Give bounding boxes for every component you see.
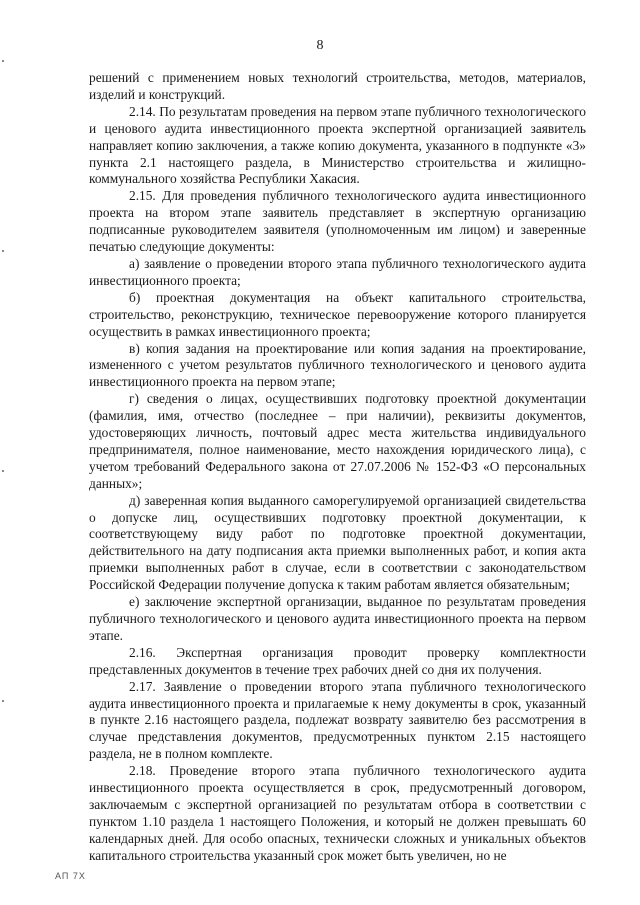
scan-speck <box>2 60 4 62</box>
list-item-d: д) заверенная копия выданного саморегулируемой организацией свидетельства о допуске лиц, осуществивших подготовку проектной документации, к соответствующему виду работ по подготовке проектной документации, действительного на дату подписания акта приемки выполненных работ, и копия акта приемки выполненных работ в случае, если в соответствии с законодательством Российской Федерации получение допуска к таким работам является обязательным; <box>89 492 586 593</box>
list-item-b: б) проектная документация на объект капитального строительства, строительство, реконструкцию, техническое перевооружение которого планируется осуществить в рамках инвестиционного проекта; <box>89 289 586 339</box>
paragraph-2-14: 2.14. По результатам проведения на первом этапе публичного технологического и ценового аудита инвестиционного проекта экспертной организацией заявитель направляет копию заключения, а также копию документа, указанного в подпункте «3» пункта 2.1 настоящего раздела, в Министерство строительства и жилищно-коммунального хозяйства Республики Хакасия. <box>89 103 586 187</box>
list-item-v: в) копия задания на проектирование или копия задания на проектирование, измененного с учетом результатов публичного технологического и ценового аудита инвестиционного проекта на первом этапе; <box>89 340 586 390</box>
scan-speck <box>2 470 4 472</box>
paragraph-2-16: 2.16. Экспертная организация проводит проверку комплектности представленных документов в течение трех рабочих дней со дня их получения. <box>89 644 586 677</box>
scan-speck <box>2 700 4 702</box>
list-item-e: е) заключение экспертной организации, выданное по результатам проведения публичного технологического и ценового аудита инвестиционного проекта на первом этапе. <box>89 594 586 643</box>
paragraph-2-17: 2.17. Заявление о проведении второго этапа публичного технологического аудита инвестиционного проекта и прилагаемые к нему документы в срок, указанный в пункте 2.16 настоящего раздела, подлежат возврату заявителю без рассмотрения в случае представления документов, предусмотренных пунктом 2.15 настоящего раздела, не в полном комплекте. <box>89 678 586 762</box>
footer-mark: АП 7Х <box>55 871 86 881</box>
paragraph-2-15: 2.15. Для проведения публичного технологического аудита инвестиционного проекта на втором этапе заявитель представляет в экспертную организацию подписанные руководителем заявителя (уполномоченным им лицом) и заверенные печатью следующие документы: <box>89 188 586 255</box>
paragraph-2-18: 2.18. Проведение второго этапа публичного технологического аудита инвестиционного проекта осуществляется в срок, предусмотренный договором, заключаемым с экспертной организацией по результатам отбора в соответствии с пунктом 1.10 раздела 1 настоящего Положения, и который не должен превышать 60 календарных дней. Для особо опасных, технически сложных и уникальных объектов капитального строительства указанный срок может быть увеличен, но не <box>89 763 586 863</box>
scan-speck <box>2 250 4 252</box>
document-body <box>89 70 586 865</box>
list-item-g: г) сведения о лицах, осуществивших подготовку проектной документации (фамилия, имя, отчество (последнее – при наличии), реквизиты документов, удостоверяющих личность, почтовый адрес места жительства индивидуального предпринимателя, полное наименование, место нахождения юридического лица), с учетом требований Федерального закона от 27.07.2006 № 152-ФЗ «О персональных данных»; <box>89 391 586 491</box>
paragraph-continuation: решений с применением новых технологий строительства, методов, материалов, изделий и конструкций. <box>89 70 586 102</box>
list-item-a: а) заявление о проведении второго этапа публичного технологического аудита инвестиционного проекта; <box>89 255 586 288</box>
page-number: 8 <box>316 38 324 53</box>
